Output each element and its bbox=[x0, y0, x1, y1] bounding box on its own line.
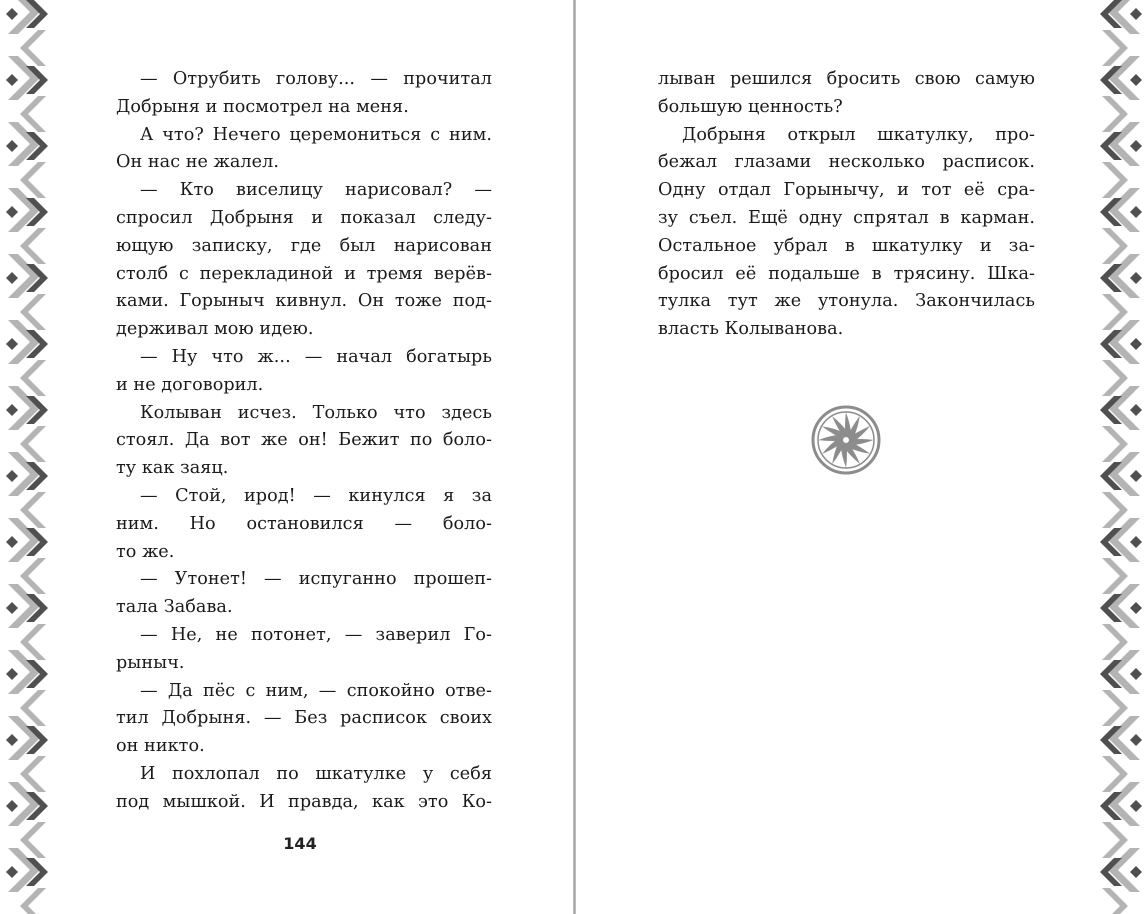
text-line: — Да пёс с ним, — спокойно отве- bbox=[140, 680, 492, 701]
text-line: лыван решился бросить свою самую bbox=[658, 69, 1035, 89]
left-page-text bbox=[116, 66, 492, 817]
text-line: спросил Добрыня и показал следу- bbox=[116, 207, 492, 228]
page-gutter bbox=[573, 0, 576, 914]
rosette-ornament-icon bbox=[811, 405, 881, 475]
text-line: И похлопал по шкатулке у себя bbox=[140, 763, 492, 784]
text-line: ту как заяц. bbox=[116, 458, 229, 479]
text-line: Остальное убрал в шкатулку и за- bbox=[658, 235, 1035, 256]
text-line: стоял. Да вот же он! Бежит по боло- bbox=[116, 430, 492, 451]
left-border-ornament-icon bbox=[0, 0, 62, 914]
text-line: — Утонет! — испуганно прошеп- bbox=[140, 569, 492, 590]
text-line: ками. Горыныч кивнул. Он тоже под- bbox=[116, 291, 492, 312]
text-line: и не договорил. bbox=[116, 374, 264, 395]
text-line: под мышкой. И правда, как это Ко- bbox=[116, 791, 492, 812]
text-line: — Стой, ирод! — кинулся я за bbox=[140, 485, 492, 506]
text-line: Одну отдал Горынычу, и тот её сра- bbox=[658, 180, 1035, 201]
text-line: столб с перекладиной и тремя верёв- bbox=[116, 263, 492, 284]
text-line: рыныч. bbox=[116, 652, 185, 673]
text-line: тала Забава. bbox=[116, 597, 233, 618]
text-line: тил Добрыня. — Без расписок своих bbox=[116, 708, 492, 729]
text-line: А что? Нечего церемониться с ним. bbox=[140, 124, 492, 145]
text-line: — Ну что ж... — начал богатырь bbox=[140, 346, 492, 367]
text-line: — Кто виселицу нарисовал? — bbox=[140, 180, 492, 201]
text-line: ним. Но остановился — боло- bbox=[116, 513, 492, 534]
text-line: бежал глазами несколько расписок. bbox=[658, 152, 1035, 173]
text-line: — Отрубить голову... — прочитал bbox=[140, 69, 492, 89]
text-line: Добрыня и посмотрел на меня. bbox=[116, 96, 409, 117]
text-line: ющую записку, где был нарисован bbox=[116, 235, 492, 256]
text-line: то же. bbox=[116, 541, 175, 562]
text-line: бросил её подальше в трясину. Шка- bbox=[658, 263, 1035, 284]
page-number: 144 bbox=[283, 834, 317, 853]
text-line: власть Колыванова. bbox=[658, 319, 844, 340]
text-line: тулка тут же утонула. Закончилась bbox=[658, 291, 1035, 312]
right-border-ornament-icon bbox=[1086, 0, 1148, 914]
text-line: зу съел. Ещё одну спрятал в карман. bbox=[658, 207, 1035, 228]
right-page-text bbox=[658, 66, 1035, 344]
text-line: Добрыня открыл шкатулку, про- bbox=[682, 124, 1035, 145]
text-line: — Не, не потонет, — заверил Го- bbox=[140, 624, 492, 645]
text-line: держивал мою идею. bbox=[116, 319, 314, 340]
text-line: он никто. bbox=[116, 736, 205, 757]
text-line: большую ценность? bbox=[658, 96, 843, 117]
text-line: Он нас не жалел. bbox=[116, 152, 279, 173]
text-line: Колыван исчез. Только что здесь bbox=[140, 402, 492, 423]
